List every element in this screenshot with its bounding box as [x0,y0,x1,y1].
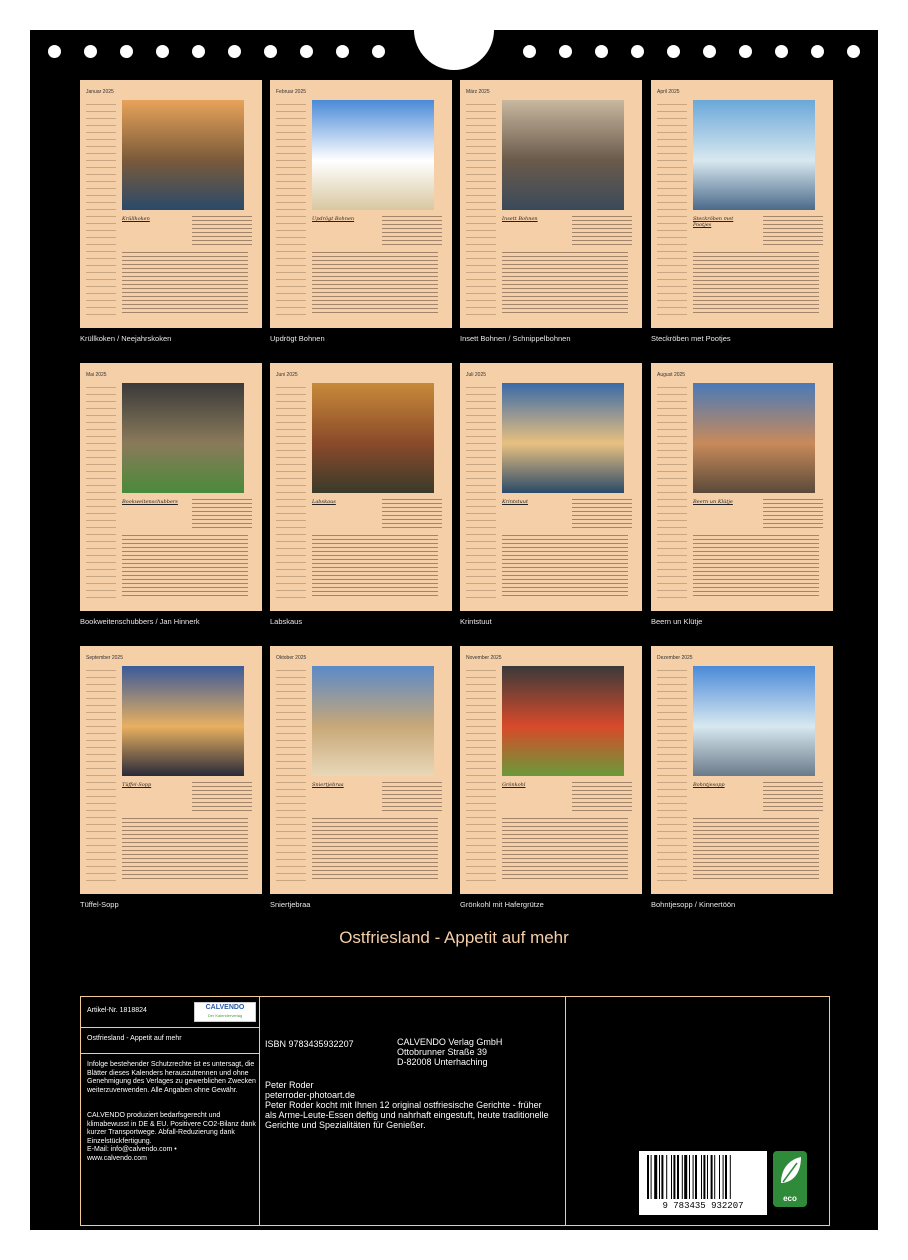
month-label: September 2025 [86,655,123,661]
ingredients-text [572,782,632,812]
wooden-posts-photo [693,100,815,210]
ingredients-text [572,216,632,246]
month-caption: Labskaus [270,617,303,626]
month-card [80,646,262,894]
recipe-title: Tüffel-Sopp [122,782,152,788]
eco-text: CALVENDO produziert bedarfsgerecht und klimabewusst in DE & EU. Positivere CO2-Bilanz dank kurzer Transportwege. Abfall-Reduzierung dank Einzelstückfertigung. [87,1112,256,1145]
preparation-text [122,818,248,880]
binding-hole [847,45,860,58]
month-caption: Tüffel-Sopp [80,900,119,909]
preparation-text [502,535,628,597]
day-lines [466,664,496,884]
preparation-text [122,535,248,597]
binding-hole [523,45,536,58]
recipe-title: Krintstuut [502,499,528,505]
month-label: Februar 2025 [276,89,307,95]
month-caption: Insett Bohnen / Schnippelbohnen [460,334,571,343]
recipe-title: Steckröben met Pootjes [693,216,734,228]
ingredients-text [382,782,442,812]
product-name: Ostfriesland - Appetit auf mehr [87,1035,182,1042]
binding-hole [264,45,277,58]
publisher-street: Ottobrunner Straße 39 [397,1047,488,1057]
preparation-text [122,252,248,314]
day-lines [276,664,306,884]
binding-hole [156,45,169,58]
barcode-bar [693,1155,694,1199]
month-label: Juni 2025 [276,372,298,378]
info-box [80,996,830,1226]
barcode-bar [684,1155,687,1199]
day-lines [657,664,687,884]
day-lines [276,98,306,318]
email: E-Mail: info@calvendo.com • [87,1146,177,1153]
calendar-back-sheet [30,30,878,1230]
divider [81,1053,259,1054]
binding-hole [667,45,680,58]
recipe-title: Insett Bohnen [502,216,538,222]
calendar-title: Ostfriesland - Appetit auf mehr [339,928,569,947]
month-card [270,646,452,894]
month-card [80,80,262,328]
barcode-bar [707,1155,708,1199]
harbor-photo [502,100,624,210]
month-caption: Beern un Klütje [651,617,703,626]
recipe-title: Bohntjesopp [693,782,725,788]
ingredients-text [763,216,823,246]
month-card [651,363,833,611]
barcode-bars [645,1155,761,1199]
preparation-text [502,252,628,314]
barcode-bar [654,1155,657,1199]
binding-hole [372,45,385,58]
barcode-bar [666,1155,667,1199]
country-road-photo [122,383,244,493]
binding-hole [48,45,61,58]
month-caption: Krintstuut [460,617,492,626]
leaf-icon [773,1151,807,1191]
winter-coast-photo [693,666,815,776]
barcode-bar [682,1155,683,1199]
recipe-title: Bookweitenschubbers [122,499,178,505]
month-card [651,646,833,894]
binding-hole [559,45,572,58]
day-lines [657,381,687,601]
legal-text: Infolge bestehender Schutzrechte ist es untersagt, die Blätter dieses Kalenders herauszutrennen und ohne Genehmigung des Verlages zu gewerblichen Zwecken weiterzuverwenden. Alle Angaben ohne Gewähr. [87,1061,256,1094]
barcode-bar [677,1155,679,1199]
calendar-description: Peter Roder kocht mit Ihnen 12 original ostfriesische Gerichte - früher als Arme-Leute-Essen deftig und nahrhaft eingestuft, heute traditionelle Gerichte und Spezialitäten für Genießer. [265,1100,549,1130]
barcode-bar [714,1155,715,1199]
barcode-bar [723,1155,724,1199]
month-card [651,80,833,328]
month-label: Mai 2025 [86,372,107,378]
day-lines [86,381,116,601]
barcode-bar [651,1155,652,1199]
barcode-bar [695,1155,697,1199]
month-caption: Steckröben met Pootjes [651,334,731,343]
binding-hole [228,45,241,58]
dune-path-photo [312,100,434,210]
author: Peter Roder [265,1080,314,1090]
lighthouse-photo [502,666,624,776]
ingredients-text [192,499,252,529]
barcode-bar [725,1155,727,1199]
binding-hole [84,45,97,58]
month-card [460,646,642,894]
barcode-bar [730,1155,731,1199]
sunset-pier-photo [502,383,624,493]
shrimp-boats-photo [122,100,244,210]
month-label: Oktober 2025 [276,655,307,661]
recipe-title: Labskaus [312,499,336,505]
binding-hole [120,45,133,58]
barcode-bar [703,1155,705,1199]
article-number: Artikel-Nr. 1818824 [87,1007,147,1014]
town-hall-photo [312,383,434,493]
month-caption: Updrögt Bohnen [270,334,325,343]
recipe-title: Updrögt Bohnen [312,216,355,222]
barcode-bar [711,1155,713,1199]
isbn: ISBN 9783435932207 [265,1039,354,1049]
preparation-text [312,252,438,314]
preparation-text [312,535,438,597]
month-label: Juli 2025 [466,372,487,378]
ingredients-text [763,782,823,812]
month-card [270,363,452,611]
fishing-boats-photo [693,383,815,493]
recipe-title: Sniertjebraa [312,782,344,788]
day-lines [86,98,116,318]
eco-badge: eco [773,1151,807,1207]
day-lines [276,381,306,601]
calvendo-logo: CALVENDO Der Kalenderverlag [194,1002,256,1022]
divider [81,1027,259,1028]
ingredients-text [192,216,252,246]
month-label: November 2025 [466,655,502,661]
divider [565,997,566,1225]
day-lines [466,98,496,318]
barcode [639,1151,767,1215]
binding-hole [300,45,313,58]
preparation-text [312,818,438,880]
day-lines [86,664,116,884]
author-website: peterroder-photoart.de [265,1090,356,1100]
month-caption: Krüllkoken / Neejahrskoken [80,334,172,343]
month-caption: Bookweitenschubbers / Jan Hinnerk [80,617,200,626]
publisher-city: D-82008 Unterhaching [397,1057,488,1067]
binding-hole [811,45,824,58]
ingredients-text [382,216,442,246]
month-label: März 2025 [466,89,490,95]
month-label: August 2025 [657,372,686,378]
website: www.calvendo.com [87,1155,147,1162]
month-label: Dezember 2025 [657,655,693,661]
barcode-bar [689,1155,690,1199]
binding-hole [631,45,644,58]
binding-hole [336,45,349,58]
barcode-bar [673,1155,675,1199]
binding-hole [595,45,608,58]
barcode-bar [661,1155,663,1199]
month-label: Januar 2025 [86,89,114,95]
barcode-bar [647,1155,649,1199]
barcode-bar [659,1155,660,1199]
recipe-title: Krüllkoken [122,216,150,222]
preparation-text [502,818,628,880]
recipe-title: Beern un Klütje [693,499,733,505]
day-lines [657,98,687,318]
sky-trails-photo [122,666,244,776]
binding-hole [739,45,752,58]
binding-hole [192,45,205,58]
barcode-bar [719,1155,720,1199]
ingredients-text [763,499,823,529]
month-caption: Grönkohl mit Hafergrütze [460,900,544,909]
month-card [460,80,642,328]
divider [259,997,260,1225]
publisher-name: CALVENDO Verlag GmbH [397,1037,503,1047]
month-caption: Bohntjesopp / Kinnertöön [651,900,736,909]
barcode-number: 9 783435 932207 [662,1201,744,1211]
month-label: April 2025 [657,89,680,95]
day-lines [466,381,496,601]
preparation-text [693,535,819,597]
month-caption: Sniertjebraa [270,900,311,909]
barcode-bar [701,1155,702,1199]
preparation-text [693,252,819,314]
ingredients-text [192,782,252,812]
binding-hole [775,45,788,58]
preparation-text [693,818,819,880]
beach-dunes-photo [312,666,434,776]
ingredients-text [572,499,632,529]
month-card [80,363,262,611]
recipe-title: Grönkohl [502,782,526,788]
barcode-bar [671,1155,672,1199]
month-card [270,80,452,328]
ingredients-text [382,499,442,529]
binding-hole [703,45,716,58]
month-card [460,363,642,611]
